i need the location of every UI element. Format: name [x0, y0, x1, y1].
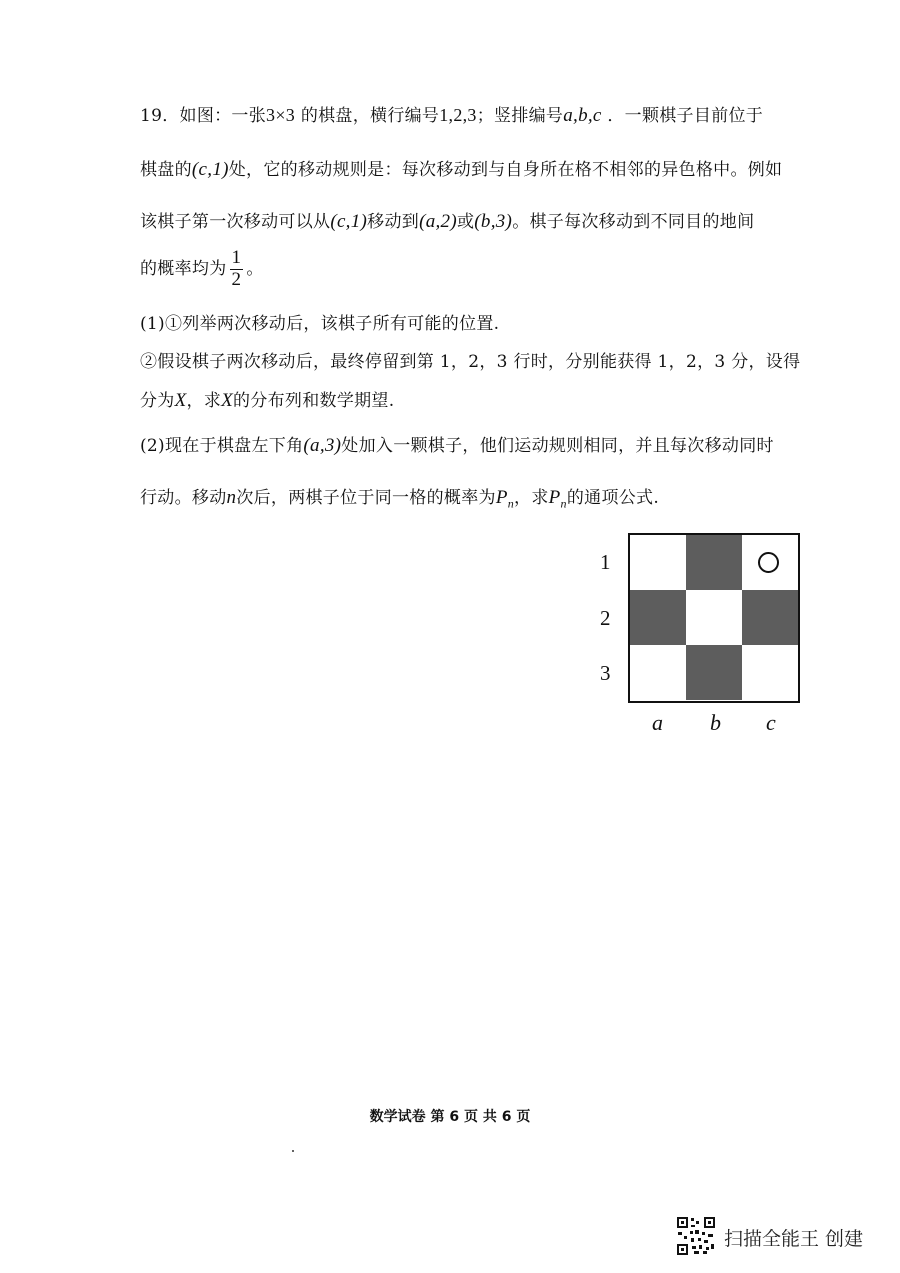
cell-b3	[686, 645, 742, 700]
question-line-2	[140, 155, 782, 181]
text: (2)现在于棋盘左下角	[140, 436, 304, 456]
part2-line-a	[140, 431, 774, 457]
math-n: n	[226, 487, 237, 508]
text: 行动。移动	[140, 488, 227, 508]
fraction-denominator: 2	[231, 268, 242, 290]
fraction-half	[230, 248, 244, 291]
row-label-1: 1	[600, 550, 611, 574]
col-label-b: b	[710, 710, 721, 735]
cell-b2	[686, 590, 742, 645]
question-line-4	[140, 248, 264, 291]
text: 的通项公式.	[566, 488, 660, 508]
math-var: X	[221, 390, 234, 411]
text: 棋盘的	[140, 160, 192, 180]
col-label-c: c	[766, 710, 776, 735]
cell-a1	[630, 535, 686, 590]
cell-c2	[742, 590, 798, 645]
question-line-1	[140, 101, 763, 127]
math-dims: 3×3	[266, 105, 296, 125]
text: 该棋子第一次移动可以从	[140, 212, 331, 232]
math-var: X	[174, 390, 187, 411]
math-cols: a,b,c	[563, 105, 602, 126]
cell-c1	[742, 535, 798, 590]
qr-code-icon	[676, 1216, 716, 1256]
text: 处，它的移动规则是：每次移动到与自身所在格不相邻的异色格中。例如	[228, 160, 783, 180]
text: ，求	[514, 488, 549, 508]
text: 。	[246, 258, 264, 279]
text: 的分布列和数学期望.	[233, 391, 395, 411]
text: ，求	[186, 391, 222, 411]
text: 的概率均为	[140, 258, 227, 279]
text: 次后，两棋子位于同一格的概率为	[236, 488, 496, 508]
row-label-2: 2	[600, 606, 611, 630]
col-label-a: a	[652, 710, 663, 735]
math-sub: n	[507, 496, 515, 511]
text: 处加入一颗棋子，他们运动规则相同，并且每次移动同时	[341, 436, 774, 456]
text: 。棋子每次移动到不同目的地间	[512, 212, 755, 232]
text: ；竖排编号	[476, 106, 564, 126]
part1-line-c	[140, 386, 394, 412]
math-pos: (c,1)	[191, 159, 229, 180]
scan-speck	[292, 1150, 294, 1152]
math-to2: (b,3)	[474, 211, 513, 232]
math-rows: 1,2,3	[439, 105, 477, 125]
cell-a3	[630, 645, 686, 700]
text: ．一颗棋子目前位于	[601, 106, 764, 126]
part2-line-b	[140, 483, 659, 511]
text: 的棋盘，横行编号	[295, 106, 440, 126]
row-label-3: 3	[600, 661, 611, 685]
math-p: P	[495, 487, 508, 508]
chessboard	[628, 533, 800, 703]
text: 分为	[140, 391, 175, 411]
text: 移动到	[367, 212, 420, 232]
part1-line-b: ②假设棋子两次移动后，最终停留到第 1，2，3 行时，分别能获得 1，2，3 分，设得	[140, 352, 801, 372]
math-p: P	[548, 487, 561, 508]
chess-piece	[758, 552, 779, 573]
math-from: (c,1)	[330, 211, 368, 232]
page-footer: 数学试卷 第 6 页 共 6 页	[369, 1109, 531, 1125]
question-line-3	[140, 207, 754, 233]
part1-line-a: (1)①列举两次移动后，该棋子所有可能的位置.	[140, 314, 500, 334]
fraction-numerator: 1	[231, 247, 242, 268]
cell-c3	[742, 645, 798, 700]
cell-b1	[686, 535, 742, 590]
cell-a2	[630, 590, 686, 645]
math-sub: n	[560, 496, 567, 511]
scanner-watermark: 扫描全能王 创建	[724, 1228, 864, 1250]
math-to1: (a,2)	[419, 211, 457, 232]
math-pos: (a,3)	[303, 435, 342, 456]
text: 或	[456, 212, 475, 232]
text: 19．如图：一张	[140, 106, 267, 126]
